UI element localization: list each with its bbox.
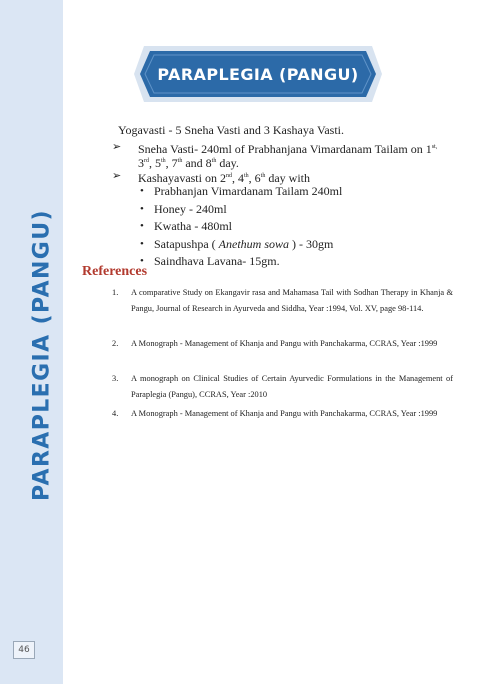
ingredient-list xyxy=(140,183,342,271)
sidebar-title: PARAPLEGIA (PANGU) xyxy=(29,209,55,501)
list-item: • Honey - 240ml xyxy=(140,201,227,216)
bullet-dot-icon: • xyxy=(140,255,144,267)
list-item: • Prabhanjan Vimardanam Tailam 240ml xyxy=(140,184,343,198)
list-item: • Kwatha - 480ml xyxy=(140,219,232,233)
bullet-dot-icon: • xyxy=(140,237,144,250)
bullet-dot-icon: • xyxy=(140,202,144,215)
intro-text: Yogavasti - 5 Sneha Vasti and 3 Kashaya Vasti. xyxy=(118,123,344,137)
list-item: • Satapushpa ( Anethum sowa ) - 30gm xyxy=(140,236,334,251)
page-number: 46 xyxy=(13,641,35,659)
arrow-bullet-icon: ➢ xyxy=(112,169,122,182)
bullet-dot-icon: • xyxy=(140,185,144,197)
sidebar xyxy=(0,0,63,684)
references-heading: References xyxy=(82,264,148,279)
page-title: PARAPLEGIA (PANGU) xyxy=(157,64,359,84)
list-item: • Saindhava Lavana- 15gm. xyxy=(140,254,280,268)
bullet-dot-icon: • xyxy=(140,220,144,232)
arrow-bullet-icon: ➢ xyxy=(112,140,122,153)
title-banner xyxy=(130,42,386,106)
